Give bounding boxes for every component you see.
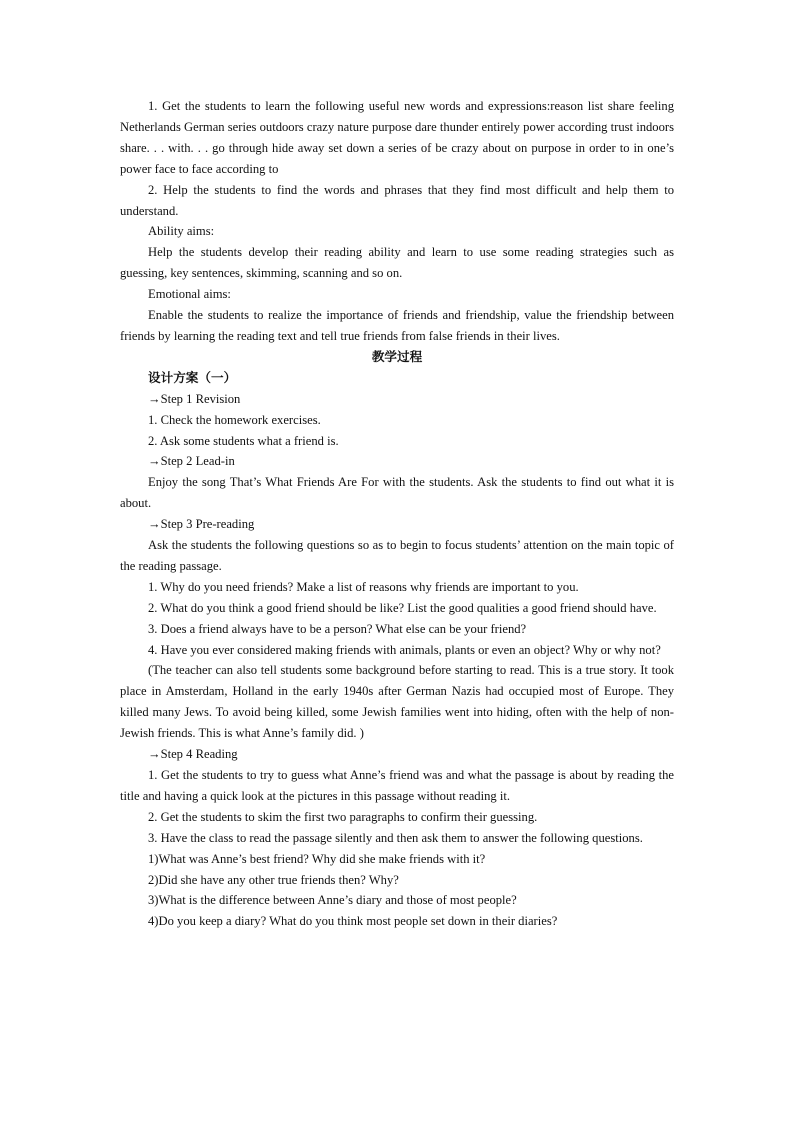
section-title: 教学过程 xyxy=(371,348,423,364)
step-3-background-note: (The teacher can also tell students some background before starting to read. This is a true story. It took place in Amsterdam, Holland in the early 1940s after German Nazis had occupied most of Europe. They killed many Jews. To avoid being killed, some Jewish families went into hiding, often with the help of non-Jewish friends. This is what Anne’s family did. ) xyxy=(120,663,674,741)
step-4-item-2: 2. Get the students to skim the first two paragraphs to confirm their guessing. xyxy=(148,809,538,824)
ability-aims-text: Help the students develop their reading ability and learn to use some reading strategies such as guessing, key sentences, skimming, scanning and so on. xyxy=(120,245,674,281)
step-4-question-3: 3)What is the difference between Anne’s diary and those of most people? xyxy=(148,893,517,908)
step-2-heading: →Step 2 Lead-in xyxy=(148,454,235,469)
objective-phrases: 2. Help the students to find the words and phrases that they find most difficult and help them to understand. xyxy=(120,182,674,218)
step-2-text: Enjoy the song That’s What Friends Are For with the students. Ask the students to find out what it is about. xyxy=(120,475,674,511)
step-4-question-1: 1)What was Anne’s best friend? Why did she make friends with it? xyxy=(148,851,486,866)
step-3-question-4: 4. Have you ever considered making friends with animals, plants or even an object? Why or why not? xyxy=(148,642,661,657)
step-4-question-4: 4)Do you keep a diary? What do you think most people set down in their diaries? xyxy=(148,914,558,929)
step-3-question-2: 2. What do you think a good friend should be like? List the good qualities a good friend should have. xyxy=(148,600,657,615)
step-3-question-1: 1. Why do you need friends? Make a list of reasons why friends are important to you. xyxy=(148,579,579,594)
step-3-heading: →Step 3 Pre-reading xyxy=(148,517,255,532)
document-page xyxy=(120,96,674,932)
step-4-question-2: 2)Did she have any other true friends then? Why? xyxy=(148,872,399,887)
step-4-heading: →Step 4 Reading xyxy=(148,747,238,762)
step-1-item-1: 1. Check the homework exercises. xyxy=(148,412,321,427)
ability-aims-heading: Ability aims: xyxy=(148,224,215,239)
step-3-question-3: 3. Does a friend always have to be a person? What else can be your friend? xyxy=(148,621,527,636)
emotional-aims-heading: Emotional aims: xyxy=(148,287,231,302)
step-1-heading: →Step 1 Revision xyxy=(148,391,241,406)
step-4-item-3: 3. Have the class to read the passage silently and then ask them to answer the following questions. xyxy=(148,830,643,845)
plan-title: 设计方案（一） xyxy=(148,369,237,385)
step-1-item-2: 2. Ask some students what a friend is. xyxy=(148,433,339,448)
step-3-intro: Ask the students the following questions so as to begin to focus students’ attention on the main topic of the reading passage. xyxy=(120,538,674,573)
emotional-aims-text: Enable the students to realize the importance of friends and friendship, value the friendship between friends by learning the reading text and tell true friends from false friends in their lives. xyxy=(120,308,674,343)
objective-words: 1. Get the students to learn the following useful new words and expressions:reason list share feeling Netherlands German series outdoors crazy nature purpose dare thunder entirely power according trust indoors share. . . with. . . go through hide away set down a series of be crazy about on purpose in order to in one’s power face to face according to xyxy=(120,99,674,176)
step-4-item-1: 1. Get the students to try to guess what Anne’s friend was and what the passage is about by reading the title and having a quick look at the pictures in this passage without reading it. xyxy=(120,768,674,803)
